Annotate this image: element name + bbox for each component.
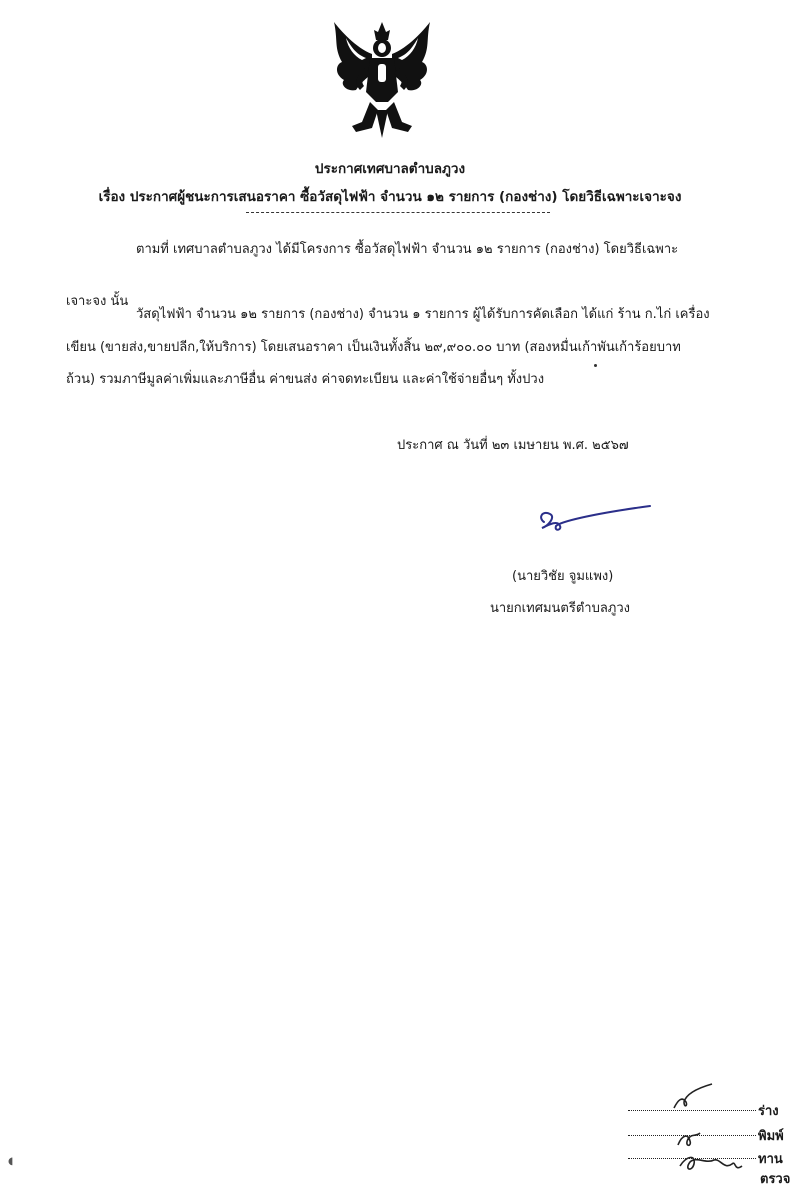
- review-label-checked: ตรวจ: [760, 1172, 791, 1187]
- signer-position: นายกเทศมนตรีตำบลภูวง: [490, 601, 630, 616]
- document-subject: เรื่อง ประกาศผู้ชนะการเสนอราคา ซื้อวัสดุไฟฟ้า จำนวน ๑๒ รายการ (กองช่าง) โดยวิธีเฉพาะเจาะจง: [98, 189, 682, 205]
- title-divider: [246, 212, 550, 213]
- signer-name: (นายวิชัย จูมแพง): [512, 569, 614, 584]
- document-title: ประกาศเทศบาลตำบลภูวง: [314, 161, 466, 177]
- paragraph-2-line-2: เขียน (ขายส่ง,ขายปลีก,ให้บริการ) โดยเสนอราคา เป็นเงินทั้งสิ้น ๒๙,๙๐๐.๐๐ บาท (สองหมื่นเก้าพันเก้าร้อยบาท: [66, 340, 681, 355]
- ink-speck: [594, 364, 597, 367]
- announce-date: ประกาศ ณ วันที่ ๒๓ เมษายน พ.ศ. ๒๕๖๗: [397, 438, 629, 453]
- review-label-typed: พิมพ์: [758, 1129, 784, 1144]
- initial-proofread-icon: [676, 1146, 746, 1178]
- paragraph-1-line-2: เจาะจง นั้น: [66, 294, 129, 309]
- paragraph-2-line-3: ถ้วน) รวมภาษีมูลค่าเพิ่มและภาษีอื่น ค่าขนส่ง ค่าจดทะเบียน และค่าใช้จ่ายอื่นๆ ทั้งปวง: [66, 372, 545, 387]
- paragraph-1-line-1: ตามที่ เทศบาลตำบลภูวง ได้มีโครงการ ซื้อวัสดุไฟฟ้า จำนวน ๑๒ รายการ (กองช่าง) โดยวิธีเฉพาะ: [136, 242, 679, 257]
- signature-icon: [530, 500, 660, 540]
- initial-draft-icon: [668, 1082, 718, 1112]
- review-label-draft: ร่าง: [758, 1104, 779, 1119]
- paragraph-2-line-1: วัสดุไฟฟ้า จำนวน ๑๒ รายการ (กองช่าง) จำนวน ๑ รายการ ผู้ได้รับการคัดเลือก ได้แก่ ร้าน ก.ไก่ เครื่อง: [136, 307, 710, 322]
- review-label-proofread: ทาน: [758, 1152, 783, 1167]
- review-row-checked: [758, 1168, 790, 1189]
- garuda-emblem-icon: [326, 18, 438, 142]
- margin-mark: ◖: [8, 1156, 14, 1167]
